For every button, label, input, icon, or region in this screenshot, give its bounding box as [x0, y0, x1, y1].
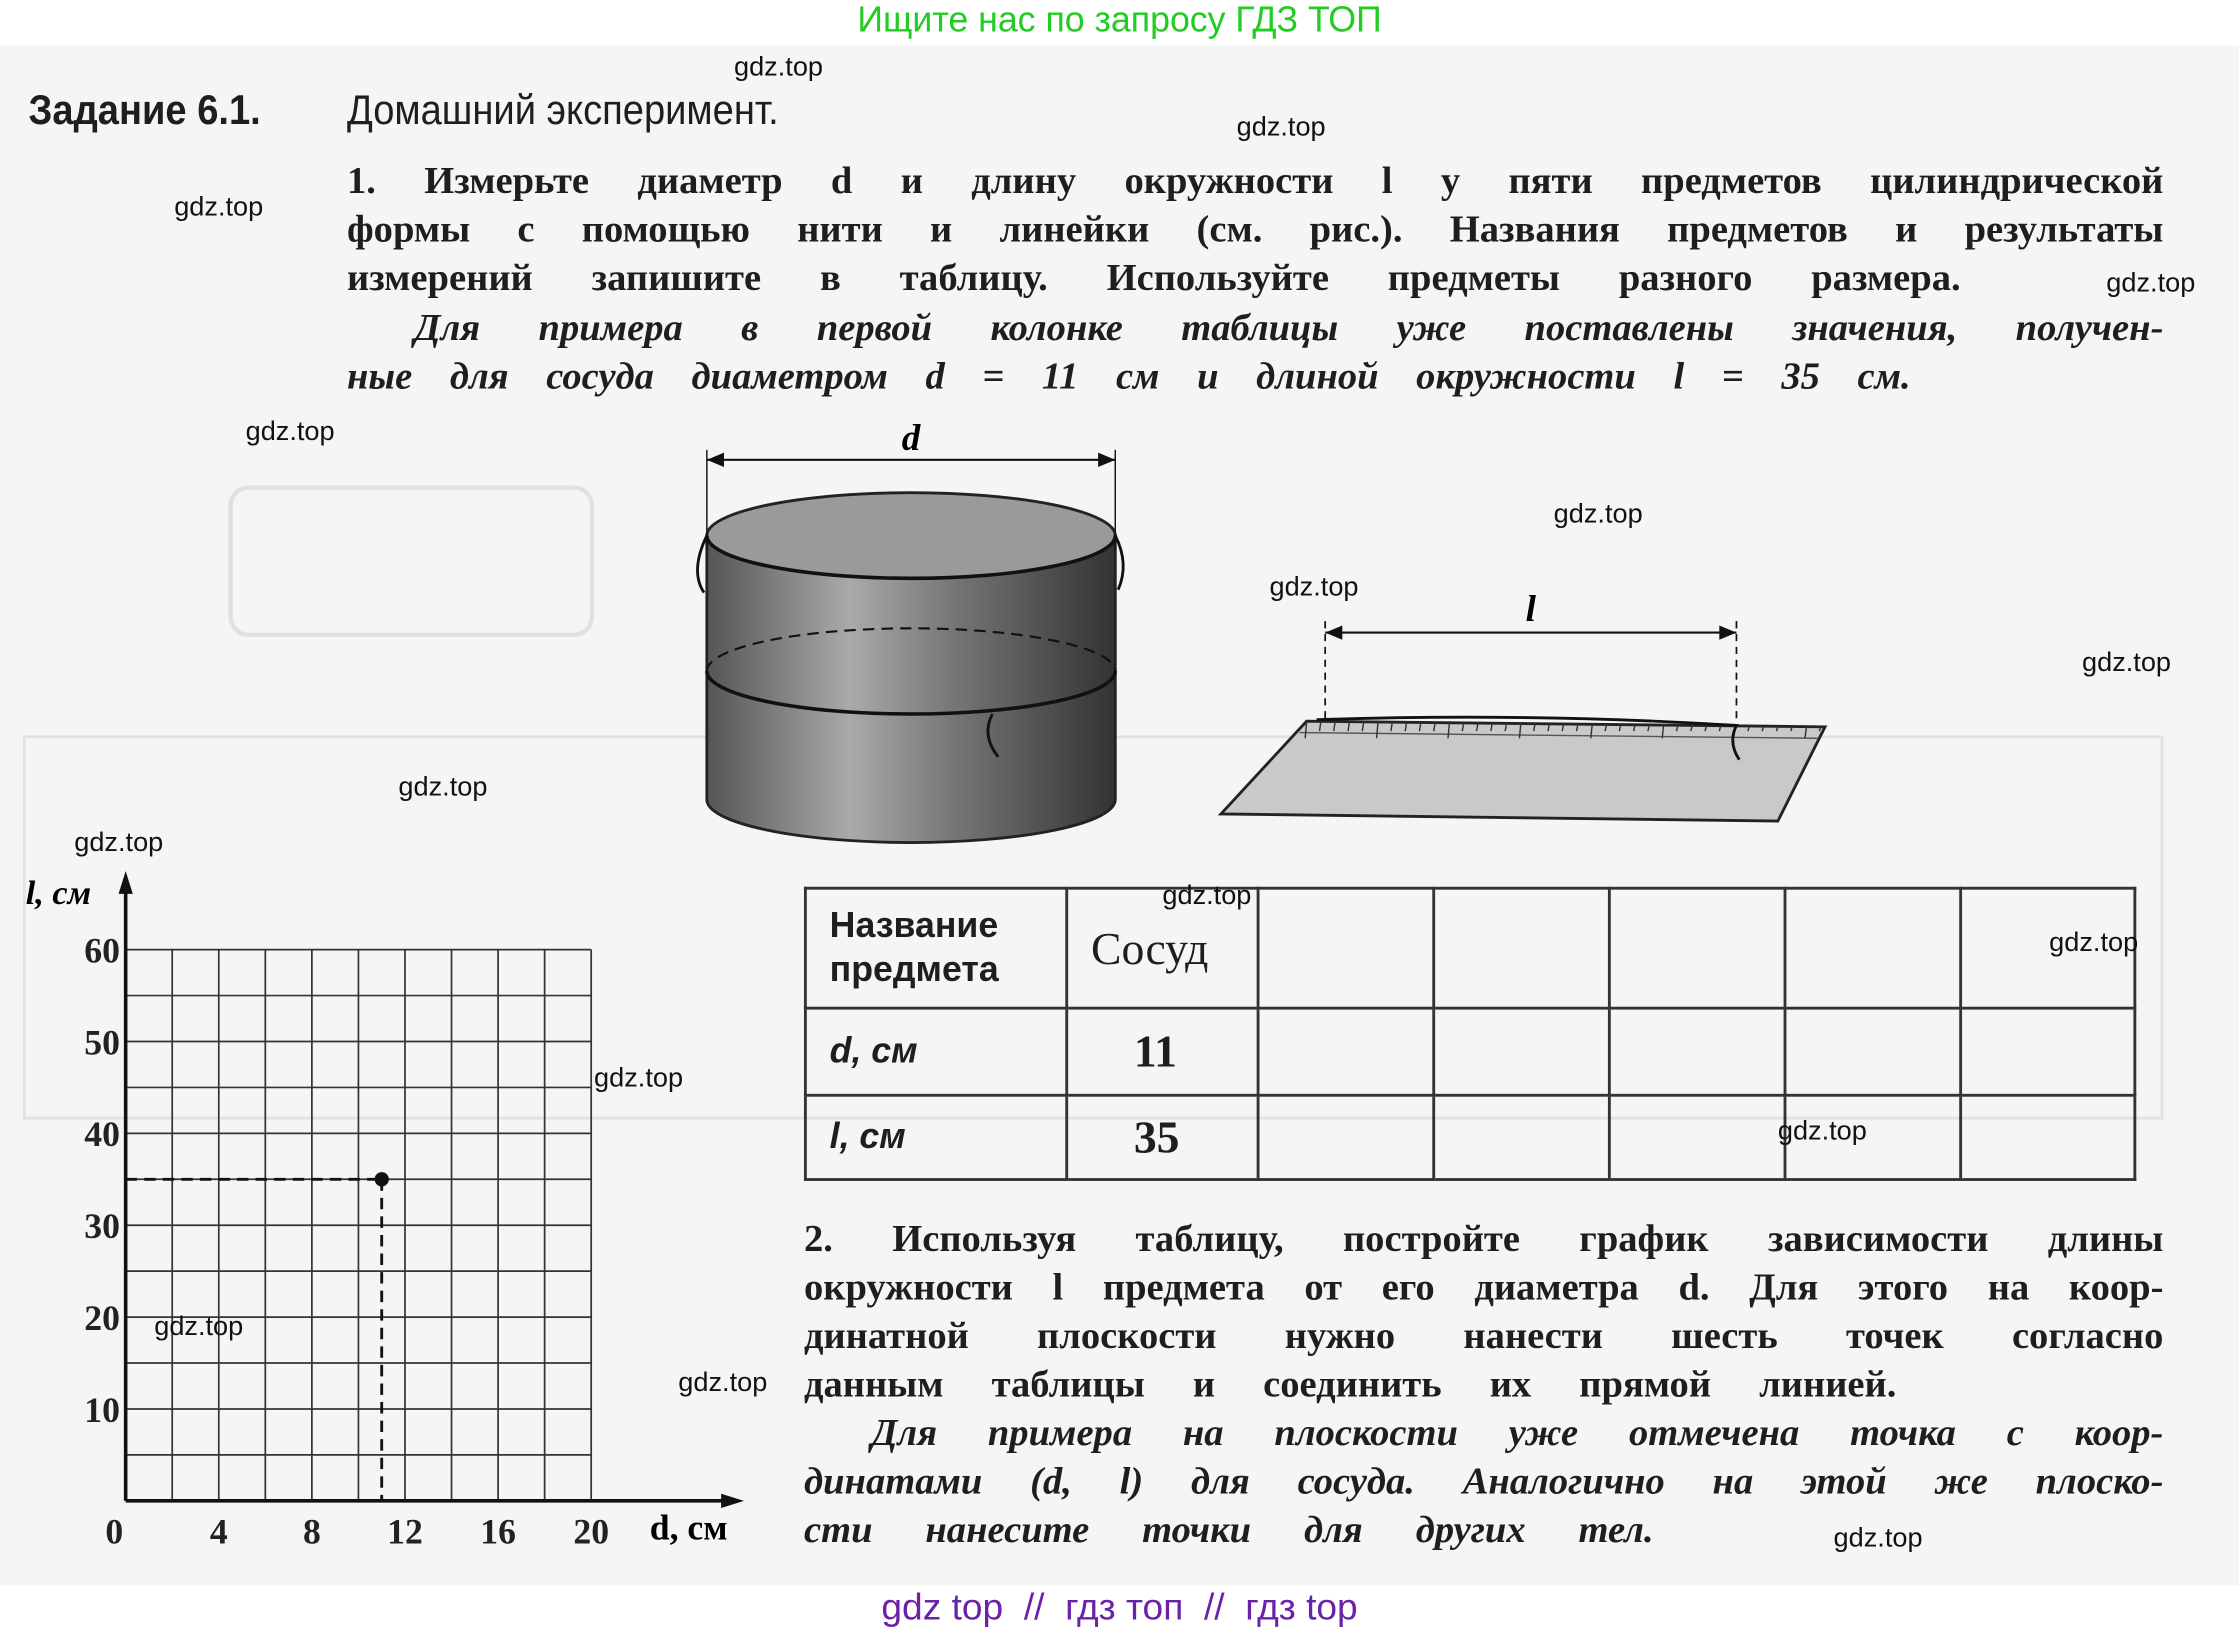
table-row-d [805, 1008, 2134, 1095]
cell-d[interactable] [1785, 1008, 1961, 1095]
diameter-label: d [901, 417, 921, 459]
part2-italic-line: Для примера на плоскости уже отмечена точка с коор- [871, 1410, 2164, 1454]
banner-bottom[interactable]: gdz top // гдз топ // гдз top [0, 1585, 2239, 1636]
y-tick-label: 60 [84, 930, 120, 971]
watermark: gdz.top [1777, 1116, 1867, 1147]
watermark: gdz.top [174, 192, 264, 223]
measurements-table [804, 887, 2139, 1181]
part2-italic-line: сти нанесите точки для других тел. [803, 1507, 1654, 1551]
part2-line: данным таблицы и соединить их прямой линией. [803, 1362, 1897, 1406]
watermark: gdz.top [74, 828, 164, 859]
cell-d[interactable] [1434, 1008, 1610, 1095]
task-title: Домашний эксперимент. [347, 88, 779, 135]
watermark: gdz.top [154, 1312, 244, 1343]
cell-name[interactable] [1434, 888, 1610, 1008]
part1-italic-line: ные для сосуда диаметром d = 11 см и длиной окружности l = 35 см. [347, 354, 1911, 397]
cell-d[interactable] [1609, 1008, 1785, 1095]
y-axis-label: l, см [25, 873, 92, 912]
table-row-l [805, 1095, 2134, 1179]
cell-name[interactable] [1609, 888, 1785, 1008]
coordinate-plane[interactable] [0, 857, 771, 1571]
header-d: d, см [805, 1008, 1066, 1095]
table-row-names [805, 888, 2134, 1008]
cell-name[interactable] [1785, 888, 1961, 1008]
watermark: gdz.top [594, 1063, 684, 1094]
part1-line: формы с помощью нити и линейки (см. рис.). Названия предметов и результаты [347, 207, 2164, 250]
length-label: l [1525, 589, 1536, 631]
x-axis-arrow-icon [721, 1494, 744, 1508]
cell-d[interactable] [1961, 1008, 2135, 1095]
x-axis-label: d, см [649, 1507, 728, 1548]
part2-italic-line: динатами (d, l) для сосуда. Аналогично на этой же плоско- [803, 1459, 2164, 1503]
cell-name[interactable]: Сосуд [1067, 888, 1258, 1008]
cell-d[interactable] [1258, 1008, 1434, 1095]
ruler-figure [1214, 578, 1842, 835]
x-tick-label: 20 [573, 1511, 610, 1552]
y-tick-label: 10 [84, 1389, 120, 1430]
watermark: gdz.top [1236, 112, 1326, 143]
part2-line: 2. Используя таблицу, постройте график зависимости длины [803, 1216, 2164, 1260]
watermark: gdz.top [1833, 1523, 1923, 1554]
watermark: gdz.top [678, 1368, 768, 1399]
y-axis-arrow-icon [119, 871, 133, 894]
cell-l[interactable] [1961, 1095, 2135, 1179]
y-tick-label: 40 [84, 1114, 120, 1155]
watermark: gdz.top [2082, 648, 2172, 679]
cell-d[interactable]: 11 [1067, 1008, 1258, 1095]
part1-italic-line: Для примера в первой колонке таблицы уже поставлены значения, получен- [414, 305, 2164, 349]
part1-line: измерений запишите в таблицу. Используйте предметы разного размера. [347, 255, 1961, 299]
graph-grid [119, 871, 744, 1508]
x-tick-label: 0 [105, 1511, 124, 1552]
x-tick-label: 16 [480, 1511, 516, 1552]
header-l: l, см [805, 1095, 1066, 1179]
cell-name[interactable] [1258, 888, 1434, 1008]
cylinder-figure [685, 414, 1142, 857]
banner-top[interactable]: Ищите нас по запросу ГДЗ ТОП [857, 0, 1382, 40]
watermark: gdz.top [733, 52, 823, 83]
part1-line: 1. Измерьте диаметр d и длину окружности l у пяти предметов цилиндрической [347, 158, 2164, 202]
task-number: Задание 6.1. [28, 88, 261, 135]
bleed-through-clock [228, 486, 594, 637]
cell-l[interactable] [1434, 1095, 1610, 1179]
watermark: gdz.top [1269, 572, 1359, 603]
y-tick-label: 20 [84, 1297, 120, 1338]
cell-l[interactable] [1258, 1095, 1434, 1179]
x-tick-label: 4 [209, 1511, 228, 1552]
watermark: gdz.top [398, 772, 488, 803]
y-tick-label: 50 [84, 1022, 120, 1063]
cell-l[interactable] [1609, 1095, 1785, 1179]
data-point [375, 1172, 389, 1186]
watermark: gdz.top [2049, 928, 2139, 959]
watermark: gdz.top [1553, 499, 1643, 530]
watermark: gdz.top [1162, 881, 1252, 912]
y-tick-label: 30 [84, 1206, 120, 1247]
x-tick-label: 8 [302, 1511, 321, 1552]
watermark: gdz.top [245, 416, 335, 447]
cell-l[interactable]: 35 [1067, 1095, 1258, 1179]
header-object-name: Название предмета [805, 888, 1066, 1008]
x-tick-label: 12 [387, 1511, 423, 1552]
part2-line: окружности l предмета от его диаметра d. Для этого на коор- [803, 1265, 2164, 1309]
watermark: gdz.top [2106, 268, 2196, 299]
part2-line: динатной плоскости нужно нанести шесть точек согласно [803, 1313, 2164, 1357]
